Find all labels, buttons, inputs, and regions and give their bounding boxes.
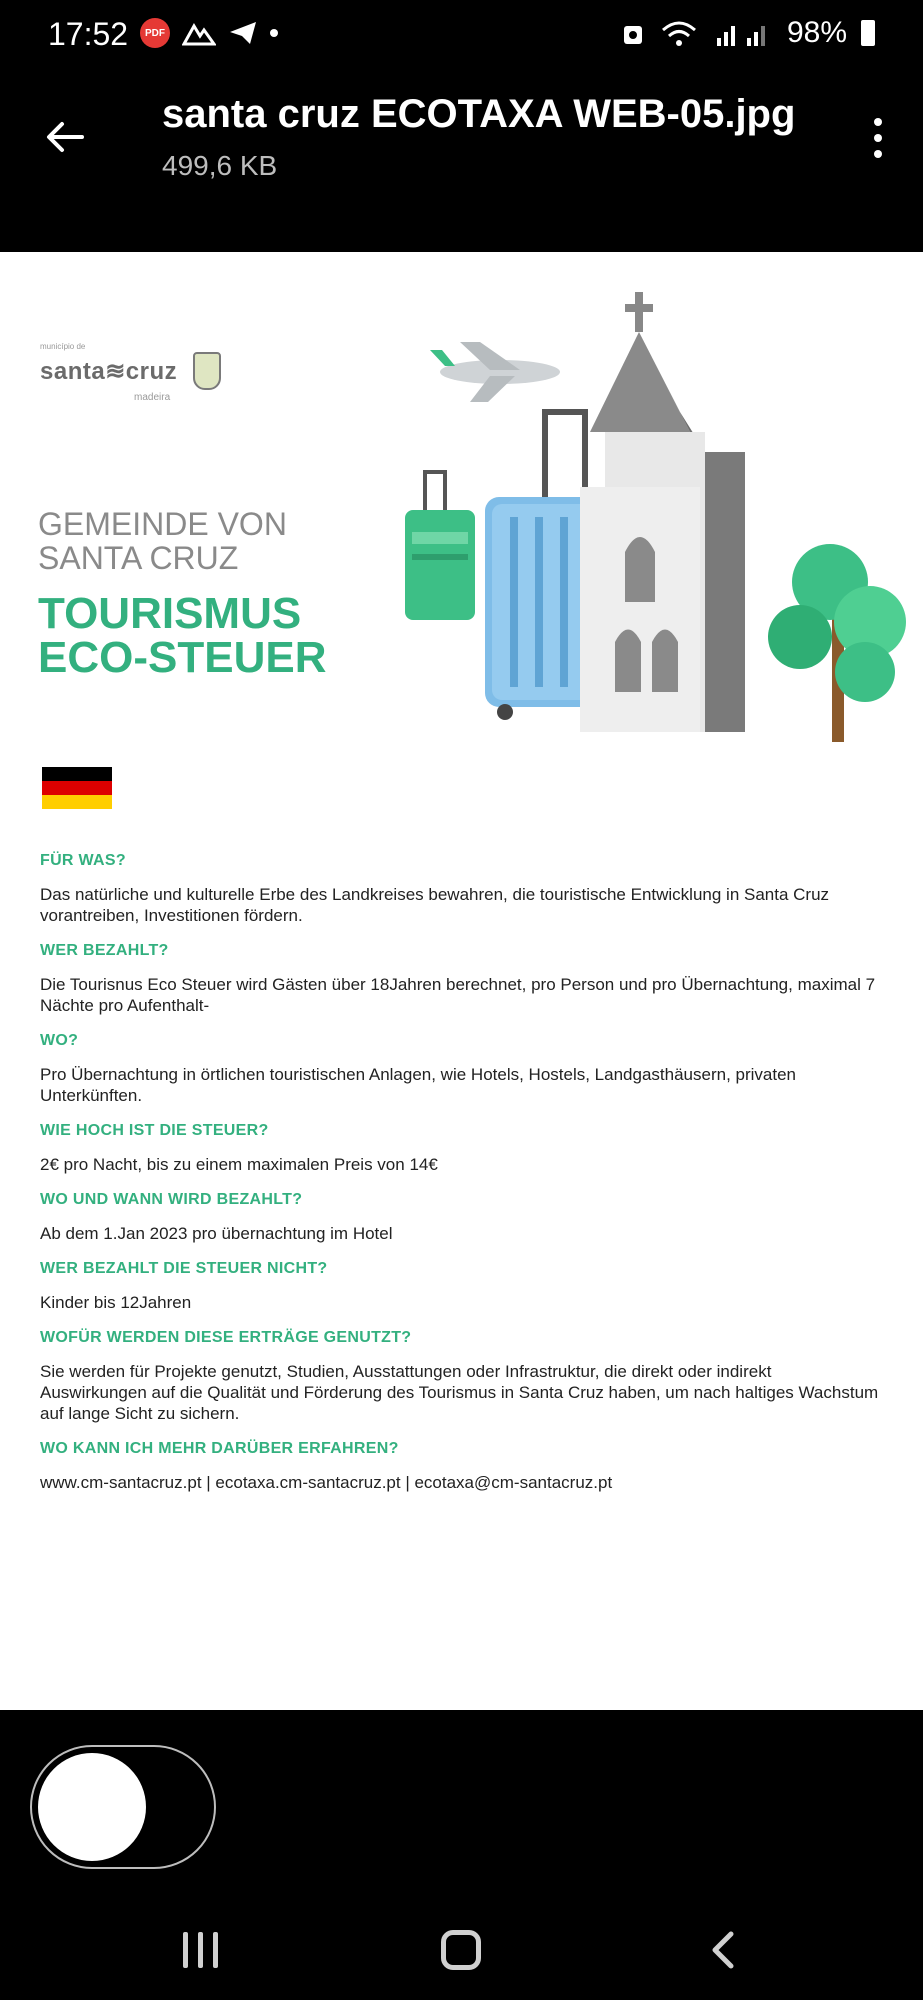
church-icon [580,292,745,732]
bar-icon [213,1932,218,1968]
headline-eco-tax [38,589,327,682]
logo-subtitle: madeira [134,392,171,403]
tree-icon [768,544,906,742]
faq-answer: Pro Übernachtung in örtlichen touristischen Anlagen, wie Hotels, Hostels, Landgasthäusern, privaten Unterkünften. [40,1065,796,1105]
logo-small-text: município de [40,342,86,351]
logo-text: santa≋cruz [40,357,178,385]
dot-icon [874,134,882,142]
headline-green-line: TOURISMUS [38,589,302,638]
thumbnail-preview-toggle[interactable] [30,1745,216,1869]
faq-question: WO KANN ICH MEHR DARÜBER ERFAHREN? [40,1440,399,1457]
faq-question: WO? [40,1032,79,1049]
crest-icon [193,352,221,390]
battery-icon [861,20,875,46]
dot-icon [874,150,882,158]
more-options-button[interactable] [863,108,893,168]
mountain-icon [182,20,216,46]
battery-percent: 98% [786,16,847,49]
faq-question: WER BEZAHLT DIE STEUER NICHT? [40,1260,328,1277]
german-flag-icon [42,767,112,809]
wifi-icon [659,18,699,48]
pdf-notification-icon: PDF [140,18,170,48]
headline-green-line: ECO-STEUER [38,633,327,682]
navigation-bar [0,1920,923,2000]
headline-grey-line: GEMEINDE VON [38,506,287,542]
faq-question: WIE HOCH IST DIE STEUER? [40,1122,269,1139]
santa-cruz-logo [40,352,221,390]
faq-answer: 2€ pro Nacht, bis zu einem maximalen Preis von 14€ [40,1155,438,1174]
sync-icon [621,20,645,46]
headline-grey-line: SANTA CRUZ [38,540,239,576]
faq-section [40,852,880,1493]
dot-icon [270,29,278,37]
faq-answer: www.cm-santacruz.pt | ecotaxa.cm-santacruz.pt | ecotaxa@cm-santacruz.pt [40,1473,613,1492]
faq-question: FÜR WAS? [40,852,126,869]
bar-icon [183,1932,188,1968]
telegram-icon [228,20,258,46]
faq-answer: Ab dem 1.Jan 2023 pro übernachtung im Hotel [40,1224,393,1243]
recent-apps-button[interactable] [183,1932,218,1968]
faq-answer: Sie werden für Projekte genutzt, Studien, Ausstattungen oder Infrastruktur, die direkt oder indirekt Auswirkungen auf die Qualität und Förderung des Tourismus in Santa Cruz haben, um nach haltiges Wachstum auf lange Sicht zu sichern. [40,1362,879,1423]
app-bar [0,72,923,252]
bottom-area [0,1710,923,2000]
notification-icons [140,18,278,48]
status-right-icons [621,16,875,50]
status-bar [0,0,923,72]
faq-question: WOFÜR WERDEN DIESE ERTRÄGE GENUTZT? [40,1329,412,1346]
bar-icon [198,1932,203,1968]
status-time: 17:52 [48,16,129,52]
home-button[interactable] [441,1930,481,1970]
travel-illustration [400,292,920,772]
faq-answer: Die Tourisnus Eco Steuer wird Gästen über 18Jahren berechnet, pro Person und pro Übernachtung, maximal 7 Nächte pro Aufenthalt- [40,975,876,1015]
faq-answer: Das natürliche und kulturelle Erbe des Landkreises bewahren, die touristische Entwicklung in Santa Cruz vorantreiben, Investitionen fördern. [40,885,830,925]
dot-icon [874,118,882,126]
back-arrow-icon[interactable] [40,112,90,162]
file-title: santa cruz ECOTAXA WEB-05.jpg [162,92,796,136]
faq-answer: Kinder bis 12Jahren [40,1293,192,1312]
signal-icon [713,18,773,48]
thumbnail-circle [38,1753,146,1861]
faq-question: WER BEZAHLT? [40,942,169,959]
airplane-icon [430,342,560,402]
green-suitcase-icon [405,472,475,620]
file-size: 499,6 KB [162,150,278,181]
nav-back-icon[interactable] [703,1928,743,1972]
faq-question: WO UND WANN WIRD BEZAHLT? [40,1191,303,1208]
image-viewer[interactable] [0,252,923,1710]
headline-municipality [38,507,287,575]
